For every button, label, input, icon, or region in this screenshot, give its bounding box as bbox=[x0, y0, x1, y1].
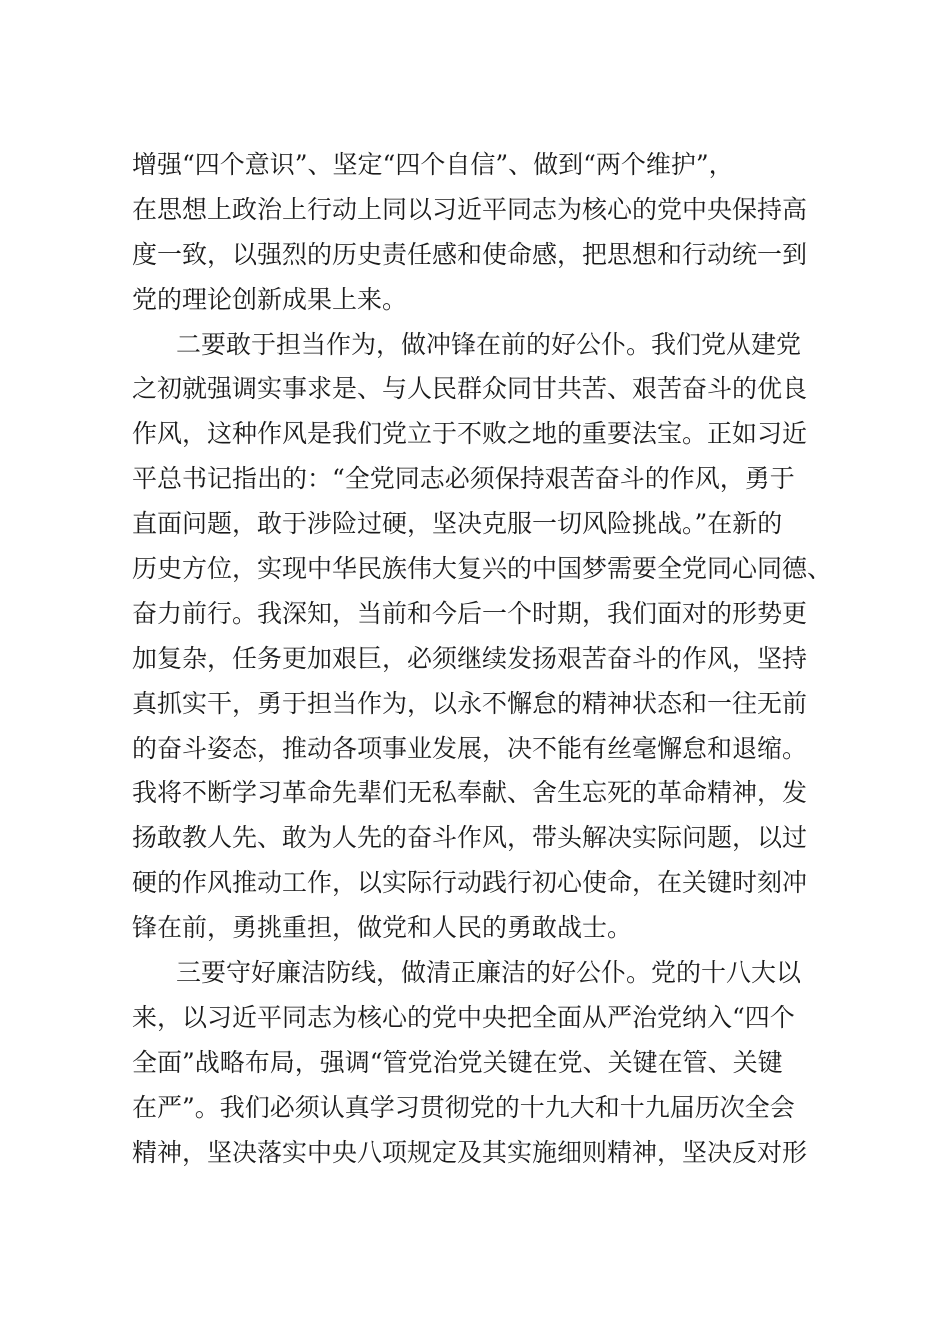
text-line: 加复杂，任务更加艰巨，必须继续发扬艰苦奋斗的作风，坚持 bbox=[132, 643, 808, 673]
text-line: 历史方位，实现中华民族伟大复兴的中国梦需要全党同心同德、 bbox=[132, 554, 833, 584]
text-line: 直面问题，敢于涉险过硬，坚决克服一切风险挑战。”在新的 bbox=[132, 509, 783, 539]
text-line: 精神，坚决落实中央八项规定及其实施细则精神，坚决反对形 bbox=[132, 1137, 808, 1167]
text-line: 增强“四个意识”、坚定“四个自信”、做到“两个维护”， bbox=[132, 150, 734, 179]
text-line: 硬的作风推动工作，以实际行动践行初心使命，在关键时刻冲 bbox=[132, 868, 808, 898]
paragraph-start-line: 三要守好廉洁防线，做清正廉洁的好公仆。党的十八大以 bbox=[176, 958, 802, 988]
text-line: 平总书记指出的：“全党同志必须保持艰苦奋斗的作风，勇于 bbox=[132, 464, 795, 494]
text-line: 度一致，以强烈的历史责任感和使命感，把思想和行动统一到 bbox=[132, 239, 808, 269]
body-text bbox=[132, 143, 832, 1175]
text-line: 党的理论创新成果上来。 bbox=[132, 284, 408, 314]
text-line: 奋力前行。我深知，当前和今后一个时期，我们面对的形势更 bbox=[132, 598, 808, 628]
text-line: 之初就强调实事求是、与人民群众同甘共苦、艰苦奋斗的优良 bbox=[132, 374, 808, 404]
text-line: 锋在前，勇挑重担，做党和人民的勇敢战士。 bbox=[132, 913, 633, 943]
text-line: 全面”战略布局，强调“管党治党关键在党、关键在管、关键 bbox=[132, 1047, 783, 1077]
text-line: 扬敢教人先、敢为人先的奋斗作风，带头解决实际问题，以过 bbox=[132, 823, 808, 853]
text-line: 在严”。我们必须认真学习贯彻党的十九大和十九届历次全会 bbox=[132, 1092, 795, 1122]
text-line: 在思想上政治上行动上同以习近平同志为核心的党中央保持高 bbox=[132, 194, 808, 224]
text-line: 来，以习近平同志为核心的党中央把全面从严治党纳入“四个 bbox=[132, 1002, 795, 1032]
text-line: 作风，这种作风是我们党立于不败之地的重要法宝。正如习近 bbox=[132, 419, 808, 449]
text-line: 我将不断学习革命先辈们无私奉献、舍生忘死的革命精神，发 bbox=[132, 778, 808, 808]
text-line: 真抓实干，勇于担当作为，以永不懈怠的精神状态和一往无前 bbox=[132, 688, 808, 718]
text-line: 的奋斗姿态，推动各项事业发展，决不能有丝毫懈怠和退缩。 bbox=[132, 733, 808, 763]
paragraph-start-line: 二要敢于担当作为，做冲锋在前的好公仆。我们党从建党 bbox=[176, 329, 802, 359]
